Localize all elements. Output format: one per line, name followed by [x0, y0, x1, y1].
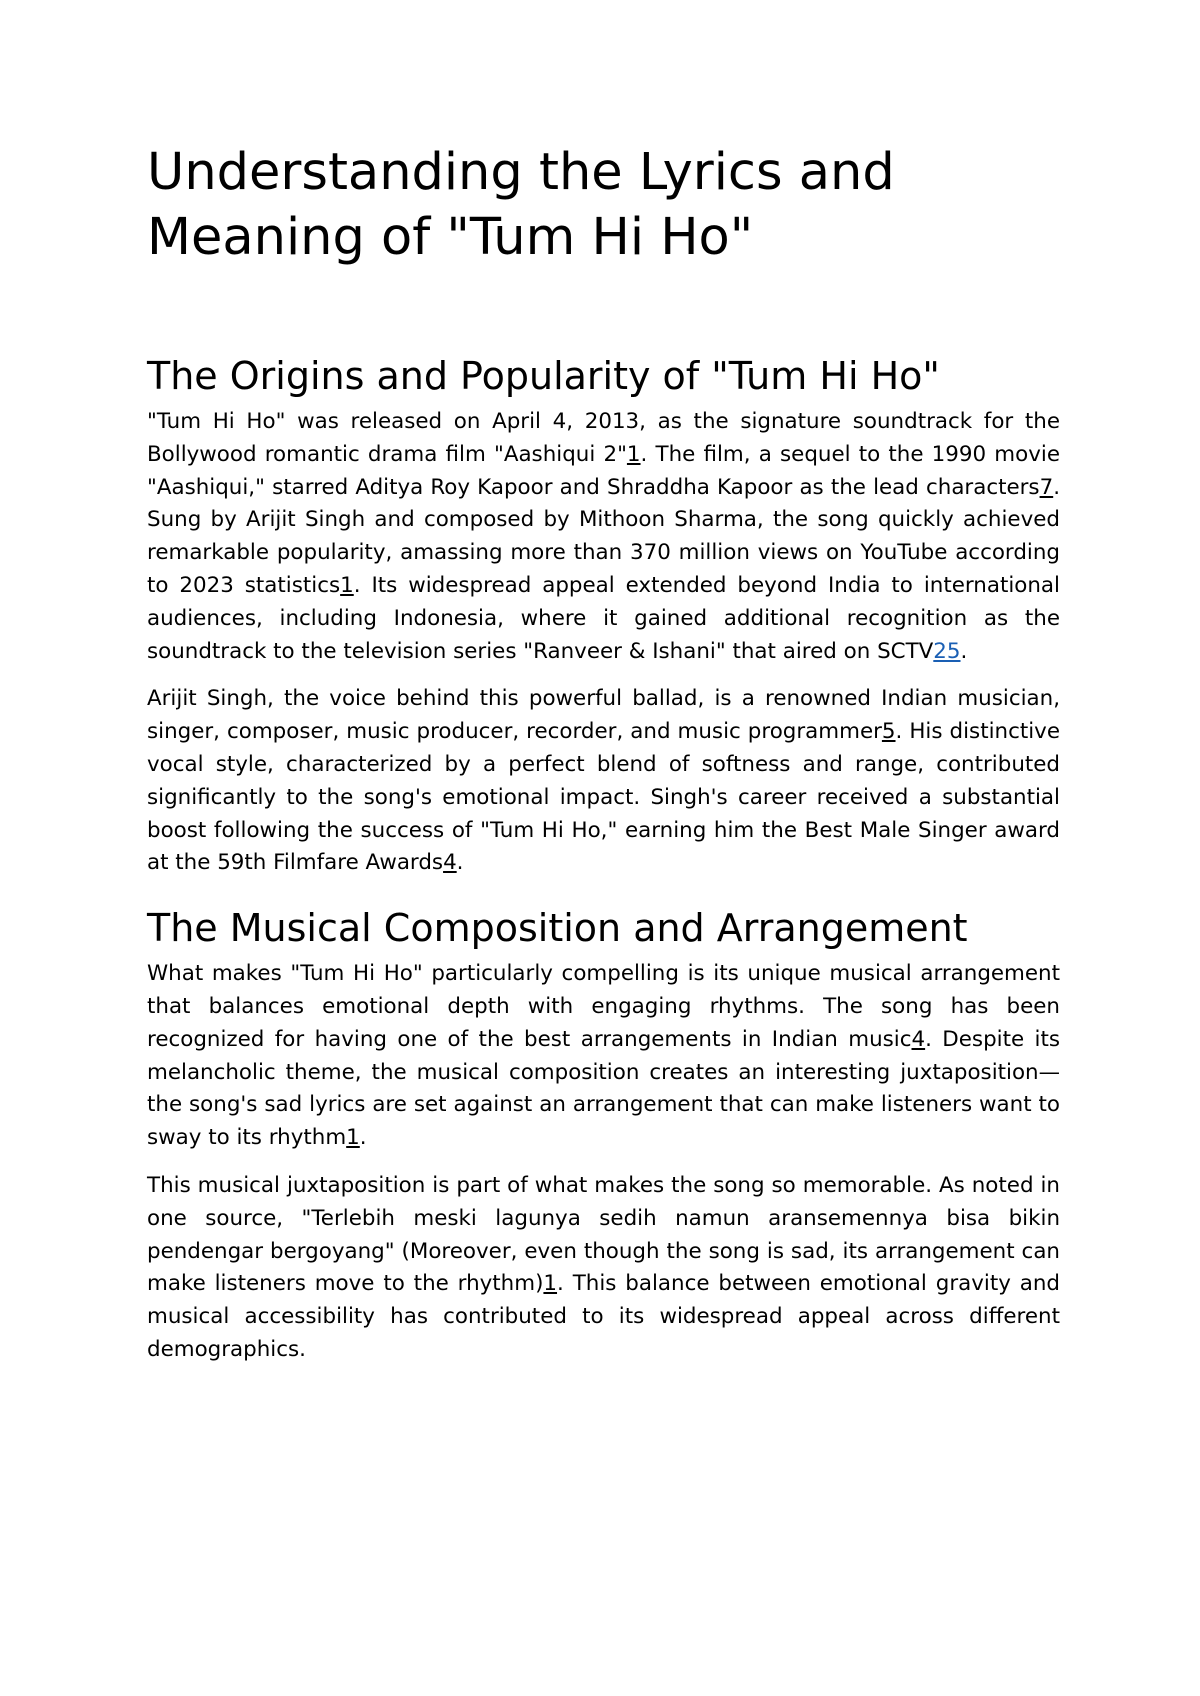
paragraph — [147, 1170, 1060, 1367]
paragraph-text: . This balance between emotional gravity and musical accessibility has contributed to its widespread appeal across different demographics. — [147, 1271, 1060, 1362]
paragraph-text: What makes "Tum Hi Ho" particularly compelling is its unique musical arrangement that balances emotional depth with engaging rhythms. The song has been recognized for having one of the best arrangements in Indian music — [147, 961, 1060, 1052]
paragraph-text: . Its widespread appeal extended beyond India to international audiences, including Indonesia, where it gained additional recognition as the soundtrack to the television series "Ranveer & Ishani" that aired on SCTV — [147, 572, 1060, 664]
section-heading: The Musical Composition and Arrangement — [147, 906, 968, 951]
paragraph-text: "Tum Hi Ho" was released on April 4, 2013, as the signature soundtrack for the Bollywood romantic drama film "Aashiqui 2" — [147, 409, 1060, 467]
paragraph-text: . — [456, 850, 464, 876]
section-composition — [147, 904, 1060, 1367]
paragraph — [147, 406, 1060, 668]
citation-link[interactable]: 1 — [626, 441, 641, 467]
section-origins — [147, 352, 1060, 880]
citation-link[interactable]: 1 — [346, 1125, 360, 1151]
citation-link[interactable]: 4 — [443, 850, 457, 876]
section-heading: The Origins and Popularity of "Tum Hi Ho" — [147, 354, 940, 398]
paragraph-text: This musical juxtaposition is part of what makes the song so memorable. As noted in one source, "Terlebih meski lagunya sedih namun aransemennya bisa bikin pendengar bergoyang" (Moreover, even though the song is sad, its arrangement can make listeners move to the rhythm) — [147, 1172, 1060, 1297]
paragraph-text: . His distinctive vocal style, characterized by a perfect blend of softness and range, contributed significantly to the song's emotional impact. Singh's career received a substantial boost following the success of "Tum Hi Ho," earning him the Best Male Singer award at the 59th Filmfare Awards — [147, 719, 1060, 876]
document-page — [147, 140, 1060, 1391]
paragraph-text: . Despite its melancholic theme, the musical composition creates an interesting juxtaposition—the song's sad lyrics are set against an arrangement that can make listeners want to sway to its rhythm — [147, 1026, 1061, 1151]
citation-link[interactable]: 1 — [543, 1271, 558, 1297]
citation-link[interactable]: 5 — [881, 719, 896, 745]
paragraph — [147, 958, 1060, 1155]
paragraph-text: . The film, a sequel to the 1990 movie "Aashiqui," starred Aditya Roy Kapoor and Shraddha Kapoor as the lead characters — [147, 441, 1060, 500]
paragraph-text: . Sung by Arijit Singh and composed by Mithoon Sharma, the song quickly achieved remarkable popularity, amassing more than 370 million views on YouTube according to 2023 statistics — [147, 474, 1060, 598]
paragraph — [147, 683, 1060, 880]
paragraph-text: Arijit Singh, the voice behind this powerful ballad, is a renowned Indian musician, singer, composer, music producer, recorder, and music programmer — [147, 686, 1060, 745]
citation-link[interactable]: 4 — [911, 1026, 926, 1052]
citation-link[interactable]: 7 — [1039, 474, 1054, 500]
document-title: Understanding the Lyrics and Meaning of "Tum Hi Ho" — [147, 143, 895, 267]
paragraph-text: . — [960, 638, 968, 664]
citation-link[interactable]: 25 — [933, 638, 961, 664]
citation-link[interactable]: 1 — [340, 572, 354, 598]
paragraph-text: . — [359, 1125, 367, 1151]
